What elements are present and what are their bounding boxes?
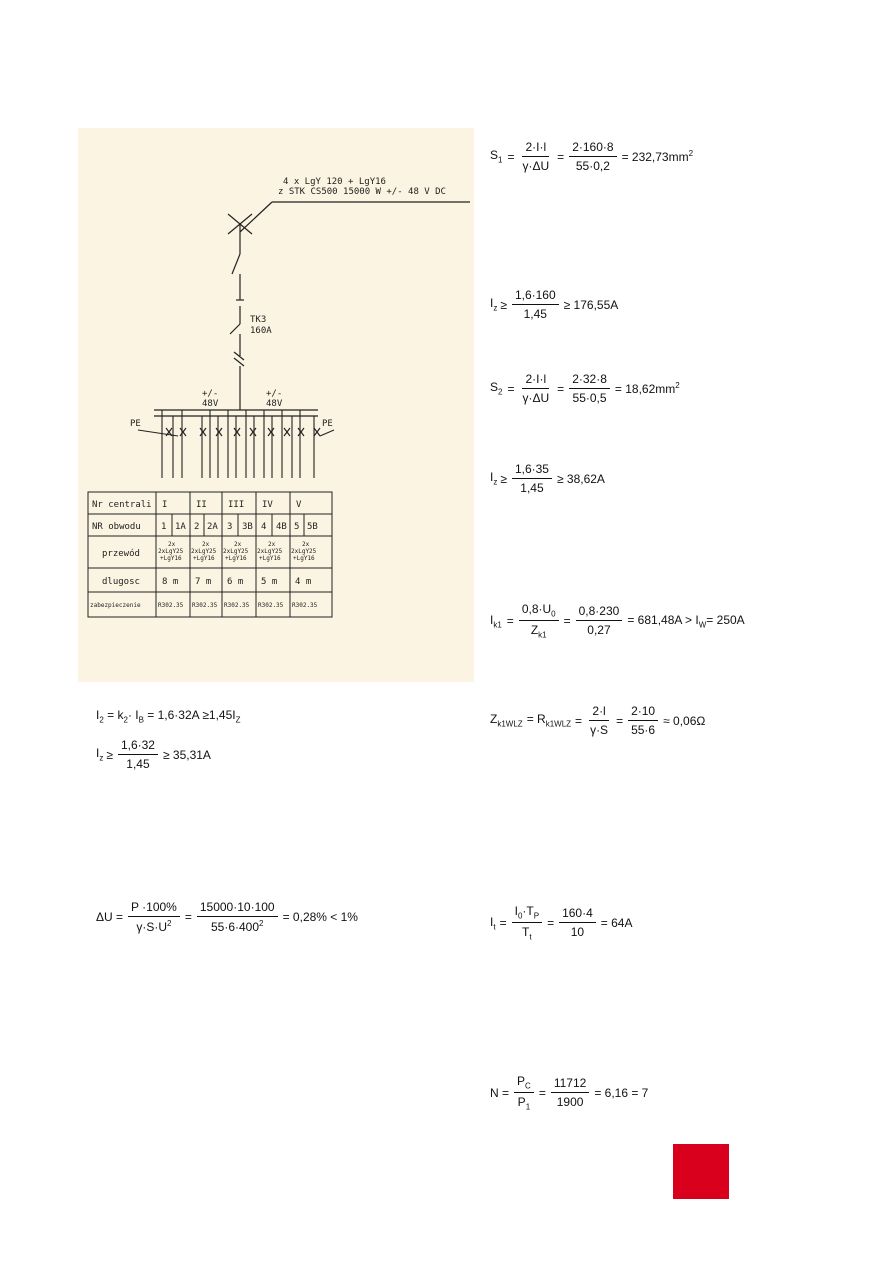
pe-left-label: PE [130, 419, 141, 429]
svg-text:2x: 2x [234, 541, 242, 548]
svg-text:2xLgY25: 2xLgY25 [257, 548, 283, 555]
svg-text:2xLgY25: 2xLgY25 [291, 548, 317, 555]
circuit-label: 4 [261, 522, 267, 532]
svg-text:+LgY16: +LgY16 [225, 555, 247, 562]
row-header-length: dlugosc [102, 577, 140, 587]
pe-right-label: PE [322, 419, 333, 429]
formula-n: N = $\frac{P_C}{P_1}$ = $\frac{11712}{1900}$ = 6,16 = 7 [490, 1074, 649, 1112]
circuit-label: 4B [276, 522, 287, 532]
protection-cell: R302.35 [158, 602, 184, 609]
length-cell: 5 m [261, 577, 278, 587]
central-label: V [296, 500, 302, 510]
bus-right-label-2: 48V [266, 399, 283, 409]
cable-cell-2 [191, 541, 217, 562]
cable-cell-5 [291, 541, 317, 562]
breaker-label-2: 160A [250, 326, 272, 336]
cable-label-1: 4 x LgY 120 + LgY16 [283, 177, 386, 187]
svg-text:2xLgY25: 2xLgY25 [191, 548, 217, 555]
circuit-label: 3B [242, 522, 253, 532]
cable-cell-3 [223, 541, 249, 562]
svg-text:+LgY16: +LgY16 [293, 555, 315, 562]
formula-iz3: $I_z$ ≥ $\frac{1,6\cdot 32}{1,45}$ ≥ 35,31A [96, 738, 211, 771]
protection-cell: R302.35 [258, 602, 284, 609]
row-header-protection: zabezpieczenie [90, 602, 141, 609]
central-label: IV [262, 500, 273, 510]
length-cell: 7 m [195, 577, 212, 587]
svg-text:2x: 2x [202, 541, 210, 548]
length-cell: 4 m [295, 577, 312, 587]
protection-cell: R302.35 [292, 602, 318, 609]
formula-i2: $I_2 = k_2\cdot I_B = 1,6\cdot 32A \ge 1,45I_Z$ [96, 708, 241, 725]
protection-cell: R302.35 [224, 602, 250, 609]
formula-it: $I_t$ = $\frac{I_0\cdot T_P}{T_t}$ = $\frac{160\cdot 4}{10}$ = 64A [490, 904, 633, 942]
breaker-label-1: TK3 [250, 315, 267, 325]
circuit-label: 5B [307, 522, 318, 532]
red-corner-marker [673, 1144, 729, 1199]
formula-s1: $S_1$ = $\frac{2\cdot I\cdot l}{\gamma\cdot\Delta U}$ = $\frac{2\cdot 160\cdot 8}{55\cdot 0,2}$ = $232,73mm^2$ [490, 140, 694, 173]
cable-cell-1 [158, 541, 184, 562]
formula-iz1: $I_z$ ≥ $\frac{1,6\cdot 160}{1,45}$ ≥ 176,55A [490, 288, 619, 321]
svg-text:+LgY16: +LgY16 [193, 555, 215, 562]
row-header-circuit: NR obwodu [92, 522, 141, 532]
protection-cell: R302.35 [192, 602, 218, 609]
circuit-label: 2 [194, 522, 200, 532]
circuit-label: 2A [207, 522, 218, 532]
svg-text:+LgY16: +LgY16 [160, 555, 182, 562]
svg-text:2x: 2x [302, 541, 310, 548]
svg-text:2x: 2x [268, 541, 276, 548]
svg-text:2x: 2x [168, 541, 176, 548]
cable-label-2: z STK CS500 15000 W +/- 48 V DC [278, 187, 446, 197]
circuit-label: 1 [161, 522, 167, 532]
bus-right-label-1: +/- [266, 389, 283, 399]
central-label: III [228, 500, 245, 510]
power-distribution-diagram [78, 128, 474, 682]
formula-s2: $S_2$ = $\frac{2\cdot I\cdot l}{\gamma\cdot\Delta U}$ = $\frac{2\cdot 32\cdot 8}{55\cdot 0,5}$ = $18,62mm^2$ [490, 372, 680, 405]
circuit-label: 3 [227, 522, 233, 532]
length-cell: 8 m [162, 577, 179, 587]
svg-text:2xLgY25: 2xLgY25 [223, 548, 249, 555]
formula-zk1: $Z_{k1WLZ}$ = $R_{k1WLZ}$ = $\frac{2\cdot l}{\gamma\cdot S}$ = $\frac{2\cdot 10}{55\cdot 6}$ ≈ 0,06Ω [490, 704, 706, 737]
cable-cell-4 [257, 541, 283, 562]
bus-left-label-1: +/- [202, 389, 219, 399]
circuit-table [88, 492, 332, 617]
central-label: II [196, 500, 207, 510]
formula-iz2: $I_z$ ≥ $\frac{1,6\cdot 35}{1,45}$ ≥ 38,62A [490, 462, 605, 495]
svg-text:2xLgY25: 2xLgY25 [158, 548, 184, 555]
schematic-panel [78, 128, 474, 682]
row-header-central: Nr centrali [92, 500, 152, 510]
circuit-label: 5 [294, 522, 300, 532]
svg-text:+LgY16: +LgY16 [259, 555, 281, 562]
central-label: I [162, 500, 168, 510]
bus-left-label-2: 48V [202, 399, 219, 409]
row-header-cable: przewód [102, 549, 140, 559]
formula-ik1: $I_{k1}$ = $\frac{0,8\cdot U_0}{Z_{k1}}$ = $\frac{0,8\cdot 230}{0,27}$ = $681,48A > I_W= 250A$ [490, 602, 745, 640]
formula-du: ΔU = $\frac{P \cdot 100\%}{\gamma\cdot S\cdot U^2}$ = $\frac{15000\cdot 10\cdot 100}{55\cdot 6\cdot 400^2}$ = 0,28% < 1% [96, 900, 358, 934]
circuit-label: 1A [175, 522, 186, 532]
length-cell: 6 m [227, 577, 244, 587]
